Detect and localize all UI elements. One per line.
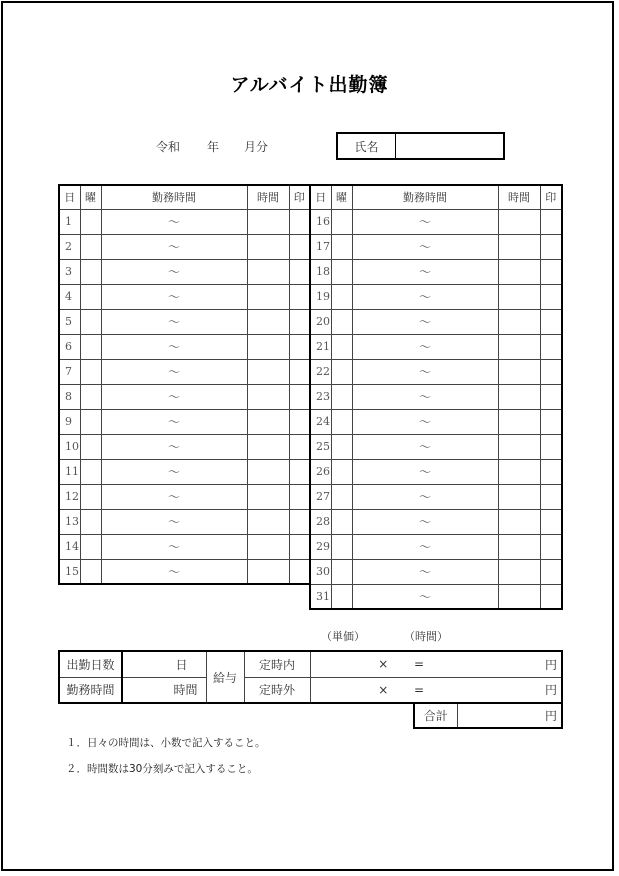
day-number: 25 <box>310 434 331 459</box>
weekday-cell[interactable] <box>80 284 101 309</box>
table-row <box>310 584 562 609</box>
day-number: 21 <box>310 334 331 359</box>
work-hours-cell[interactable]: 〜 <box>101 234 247 259</box>
table-row <box>59 434 310 459</box>
work-hours-cell[interactable]: 〜 <box>352 584 498 609</box>
seal-cell[interactable] <box>289 434 310 459</box>
seal-cell[interactable] <box>540 259 562 284</box>
work-hours-cell[interactable]: 〜 <box>101 359 247 384</box>
work-hours-cell[interactable]: 〜 <box>352 209 498 234</box>
table-row <box>310 384 562 409</box>
overtime-label: 定時外 <box>244 677 310 703</box>
table-row <box>310 509 562 534</box>
day-number: 14 <box>59 534 80 559</box>
attendance-table-right <box>309 184 563 610</box>
time-cell[interactable] <box>247 284 289 309</box>
attend-days-label: 出勤日数 <box>59 651 122 677</box>
weekday-cell[interactable] <box>80 409 101 434</box>
header-weekday: 曜 <box>331 185 352 209</box>
table-row <box>59 284 310 309</box>
seal-cell[interactable] <box>289 259 310 284</box>
work-hours-cell[interactable]: 〜 <box>352 334 498 359</box>
seal-cell[interactable] <box>540 409 562 434</box>
day-number: 24 <box>310 409 331 434</box>
table-header-row <box>59 185 310 209</box>
day-number: 5 <box>59 309 80 334</box>
work-hours-cell[interactable]: 〜 <box>101 559 247 584</box>
time-cell[interactable] <box>498 334 540 359</box>
day-number: 27 <box>310 484 331 509</box>
work-hours-cell[interactable]: 〜 <box>101 534 247 559</box>
weekday-cell[interactable] <box>331 284 352 309</box>
day-number: 16 <box>310 209 331 234</box>
time-cell[interactable] <box>498 534 540 559</box>
regular-equals: = <box>414 651 464 677</box>
table-row <box>310 559 562 584</box>
weekday-cell[interactable] <box>331 584 352 609</box>
weekday-cell[interactable] <box>331 334 352 359</box>
table-row <box>59 309 310 334</box>
seal-cell[interactable] <box>289 534 310 559</box>
weekday-cell[interactable] <box>331 534 352 559</box>
table-row <box>310 534 562 559</box>
table-row <box>310 434 562 459</box>
overtime-yen[interactable]: 円 <box>464 677 562 703</box>
seal-cell[interactable] <box>540 384 562 409</box>
regular-yen[interactable]: 円 <box>464 651 562 677</box>
day-number: 22 <box>310 359 331 384</box>
weekday-cell[interactable] <box>331 234 352 259</box>
seal-cell[interactable] <box>540 234 562 259</box>
name-box <box>336 132 505 160</box>
time-cell[interactable] <box>247 459 289 484</box>
seal-cell[interactable] <box>289 559 310 584</box>
weekday-cell[interactable] <box>80 459 101 484</box>
time-cell[interactable] <box>247 359 289 384</box>
note-2: ２．時間数は30分刻みで記入すること。 <box>66 763 258 775</box>
seal-cell[interactable] <box>540 534 562 559</box>
attendance-table-left <box>58 184 311 585</box>
time-cell[interactable] <box>498 559 540 584</box>
work-hours-cell[interactable]: 〜 <box>352 484 498 509</box>
work-hours-cell[interactable]: 〜 <box>101 309 247 334</box>
name-label: 氏名 <box>338 134 396 158</box>
time-cell[interactable] <box>498 234 540 259</box>
work-hours-cell[interactable]: 〜 <box>352 259 498 284</box>
time-cell[interactable] <box>498 259 540 284</box>
attend-days-unit[interactable]: 日 <box>122 651 206 677</box>
time-cell[interactable] <box>498 584 540 609</box>
day-number: 23 <box>310 384 331 409</box>
day-number: 20 <box>310 309 331 334</box>
day-number: 7 <box>59 359 80 384</box>
overtime-equals: = <box>414 677 464 703</box>
seal-cell[interactable] <box>289 334 310 359</box>
table-row <box>59 534 310 559</box>
table-row <box>310 409 562 434</box>
work-hours-cell[interactable]: 〜 <box>101 484 247 509</box>
time-cell[interactable] <box>498 484 540 509</box>
table-row <box>310 209 562 234</box>
table-row <box>59 509 310 534</box>
weekday-cell[interactable] <box>331 384 352 409</box>
period-month: 月分 <box>244 140 269 154</box>
day-number: 30 <box>310 559 331 584</box>
table-row <box>310 484 562 509</box>
table-row <box>59 209 310 234</box>
work-hours-cell[interactable]: 〜 <box>352 359 498 384</box>
weekday-cell[interactable] <box>331 209 352 234</box>
seal-cell[interactable] <box>540 284 562 309</box>
table-row <box>59 484 310 509</box>
day-number: 2 <box>59 234 80 259</box>
seal-cell[interactable] <box>289 409 310 434</box>
work-hours-cell[interactable]: 〜 <box>101 509 247 534</box>
work-hours-cell[interactable]: 〜 <box>101 409 247 434</box>
table-row <box>310 334 562 359</box>
work-hours-cell[interactable]: 〜 <box>101 259 247 284</box>
seal-cell[interactable] <box>289 459 310 484</box>
time-cell[interactable] <box>247 484 289 509</box>
day-number: 15 <box>59 559 80 584</box>
weekday-cell[interactable] <box>80 209 101 234</box>
work-hours-cell[interactable]: 〜 <box>352 284 498 309</box>
weekday-cell[interactable] <box>80 234 101 259</box>
page-title: アルバイト出勤簿 <box>230 74 389 96</box>
work-hours-cell[interactable]: 〜 <box>101 459 247 484</box>
weekday-cell[interactable] <box>80 384 101 409</box>
day-number: 12 <box>59 484 80 509</box>
work-hours-cell[interactable]: 〜 <box>352 309 498 334</box>
day-number: 29 <box>310 534 331 559</box>
weekday-cell[interactable] <box>331 259 352 284</box>
weekday-cell[interactable] <box>80 359 101 384</box>
header-work-hours: 勤務時間 <box>101 185 247 209</box>
day-number: 11 <box>59 459 80 484</box>
header-seal: 印 <box>289 185 310 209</box>
weekday-cell[interactable] <box>331 359 352 384</box>
weekday-cell[interactable] <box>331 509 352 534</box>
seal-cell[interactable] <box>540 434 562 459</box>
work-hours-unit[interactable]: 時間 <box>122 677 206 703</box>
table-row <box>310 259 562 284</box>
table-row <box>59 359 310 384</box>
seal-cell[interactable] <box>540 584 562 609</box>
seal-cell[interactable] <box>540 209 562 234</box>
regular-times: × <box>310 651 414 677</box>
work-hours-cell[interactable]: 〜 <box>101 334 247 359</box>
weekday-cell[interactable] <box>80 509 101 534</box>
day-number: 9 <box>59 409 80 434</box>
weekday-cell[interactable] <box>331 459 352 484</box>
time-cell[interactable] <box>247 234 289 259</box>
time-cell[interactable] <box>498 509 540 534</box>
work-hours-cell[interactable]: 〜 <box>352 434 498 459</box>
seal-cell[interactable] <box>289 209 310 234</box>
time-cell[interactable] <box>498 359 540 384</box>
day-number: 18 <box>310 259 331 284</box>
work-hours-cell[interactable]: 〜 <box>352 559 498 584</box>
seal-cell[interactable] <box>289 484 310 509</box>
work-hours-label: 勤務時間 <box>59 677 122 703</box>
table-row <box>59 334 310 359</box>
time-cell[interactable] <box>247 534 289 559</box>
table-row <box>59 259 310 284</box>
time-cell[interactable] <box>498 409 540 434</box>
time-cell[interactable] <box>247 559 289 584</box>
header-weekday: 曜 <box>80 185 101 209</box>
name-field[interactable] <box>396 134 503 158</box>
time-cell[interactable] <box>498 434 540 459</box>
time-cell[interactable] <box>247 384 289 409</box>
table-row <box>59 234 310 259</box>
regular-label: 定時内 <box>244 651 310 677</box>
total-table <box>413 702 563 729</box>
seal-cell[interactable] <box>540 309 562 334</box>
day-number: 3 <box>59 259 80 284</box>
time-cell[interactable] <box>247 409 289 434</box>
header-time: 時間 <box>247 185 289 209</box>
weekday-cell[interactable] <box>80 309 101 334</box>
seal-cell[interactable] <box>540 559 562 584</box>
work-hours-cell[interactable]: 〜 <box>101 284 247 309</box>
work-hours-cell[interactable]: 〜 <box>352 409 498 434</box>
header-day: 日 <box>59 185 80 209</box>
table-row <box>310 309 562 334</box>
seal-cell[interactable] <box>289 359 310 384</box>
table-row <box>310 284 562 309</box>
seal-cell[interactable] <box>540 509 562 534</box>
time-cell[interactable] <box>247 334 289 359</box>
time-cell[interactable] <box>498 309 540 334</box>
table-row <box>59 559 310 584</box>
day-number: 1 <box>59 209 80 234</box>
header-day: 日 <box>310 185 331 209</box>
time-cell[interactable] <box>247 309 289 334</box>
weekday-cell[interactable] <box>331 559 352 584</box>
note-1: １．日々の時間は、小数で記入すること。 <box>66 737 266 749</box>
day-number: 4 <box>59 284 80 309</box>
weekday-cell[interactable] <box>80 434 101 459</box>
day-number: 13 <box>59 509 80 534</box>
header-time: 時間 <box>498 185 540 209</box>
seal-cell[interactable] <box>540 359 562 384</box>
period-year: 年 <box>207 140 220 154</box>
seal-cell[interactable] <box>540 484 562 509</box>
time-cell[interactable] <box>247 259 289 284</box>
table-header-row <box>310 185 562 209</box>
weekday-cell[interactable] <box>80 259 101 284</box>
seal-cell[interactable] <box>289 384 310 409</box>
time-cell[interactable] <box>247 434 289 459</box>
day-number: 6 <box>59 334 80 359</box>
weekday-cell[interactable] <box>80 334 101 359</box>
work-hours-cell[interactable]: 〜 <box>352 509 498 534</box>
seal-cell[interactable] <box>289 509 310 534</box>
day-number: 10 <box>59 434 80 459</box>
time-cell[interactable] <box>247 509 289 534</box>
unit-price-label: （単価） <box>321 630 365 643</box>
period-era: 令和 <box>156 140 181 154</box>
table-row <box>310 459 562 484</box>
work-hours-cell[interactable]: 〜 <box>352 534 498 559</box>
work-hours-cell[interactable]: 〜 <box>352 459 498 484</box>
weekday-cell[interactable] <box>80 484 101 509</box>
table-row <box>310 359 562 384</box>
work-hours-cell[interactable]: 〜 <box>101 384 247 409</box>
time-cell[interactable] <box>498 209 540 234</box>
table-row <box>59 459 310 484</box>
work-hours-cell[interactable]: 〜 <box>352 384 498 409</box>
salary-label: 給与 <box>206 651 244 703</box>
day-number: 19 <box>310 284 331 309</box>
day-number: 17 <box>310 234 331 259</box>
time-cell[interactable] <box>498 459 540 484</box>
seal-cell[interactable] <box>289 284 310 309</box>
table-row <box>310 234 562 259</box>
weekday-cell[interactable] <box>331 484 352 509</box>
table-row <box>59 409 310 434</box>
seal-cell[interactable] <box>540 334 562 359</box>
weekday-cell[interactable] <box>331 434 352 459</box>
seal-cell[interactable] <box>289 234 310 259</box>
overtime-times: × <box>310 677 414 703</box>
summary-table <box>58 650 563 704</box>
time-cell[interactable] <box>498 284 540 309</box>
weekday-cell[interactable] <box>331 309 352 334</box>
weekday-cell[interactable] <box>80 559 101 584</box>
time-cell[interactable] <box>498 384 540 409</box>
work-hours-cell[interactable]: 〜 <box>101 434 247 459</box>
day-number: 8 <box>59 384 80 409</box>
header-work-hours: 勤務時間 <box>352 185 498 209</box>
header-seal: 印 <box>540 185 562 209</box>
unit-hours-label: （時間） <box>404 630 448 643</box>
day-number: 28 <box>310 509 331 534</box>
day-number: 31 <box>310 584 331 609</box>
weekday-cell[interactable] <box>331 409 352 434</box>
time-cell[interactable] <box>247 209 289 234</box>
table-row <box>59 384 310 409</box>
seal-cell[interactable] <box>540 459 562 484</box>
total-yen[interactable]: 円 <box>457 703 562 728</box>
work-hours-cell[interactable]: 〜 <box>352 234 498 259</box>
weekday-cell[interactable] <box>80 534 101 559</box>
total-label: 合計 <box>414 703 457 728</box>
work-hours-cell[interactable]: 〜 <box>101 209 247 234</box>
seal-cell[interactable] <box>289 309 310 334</box>
day-number: 26 <box>310 459 331 484</box>
